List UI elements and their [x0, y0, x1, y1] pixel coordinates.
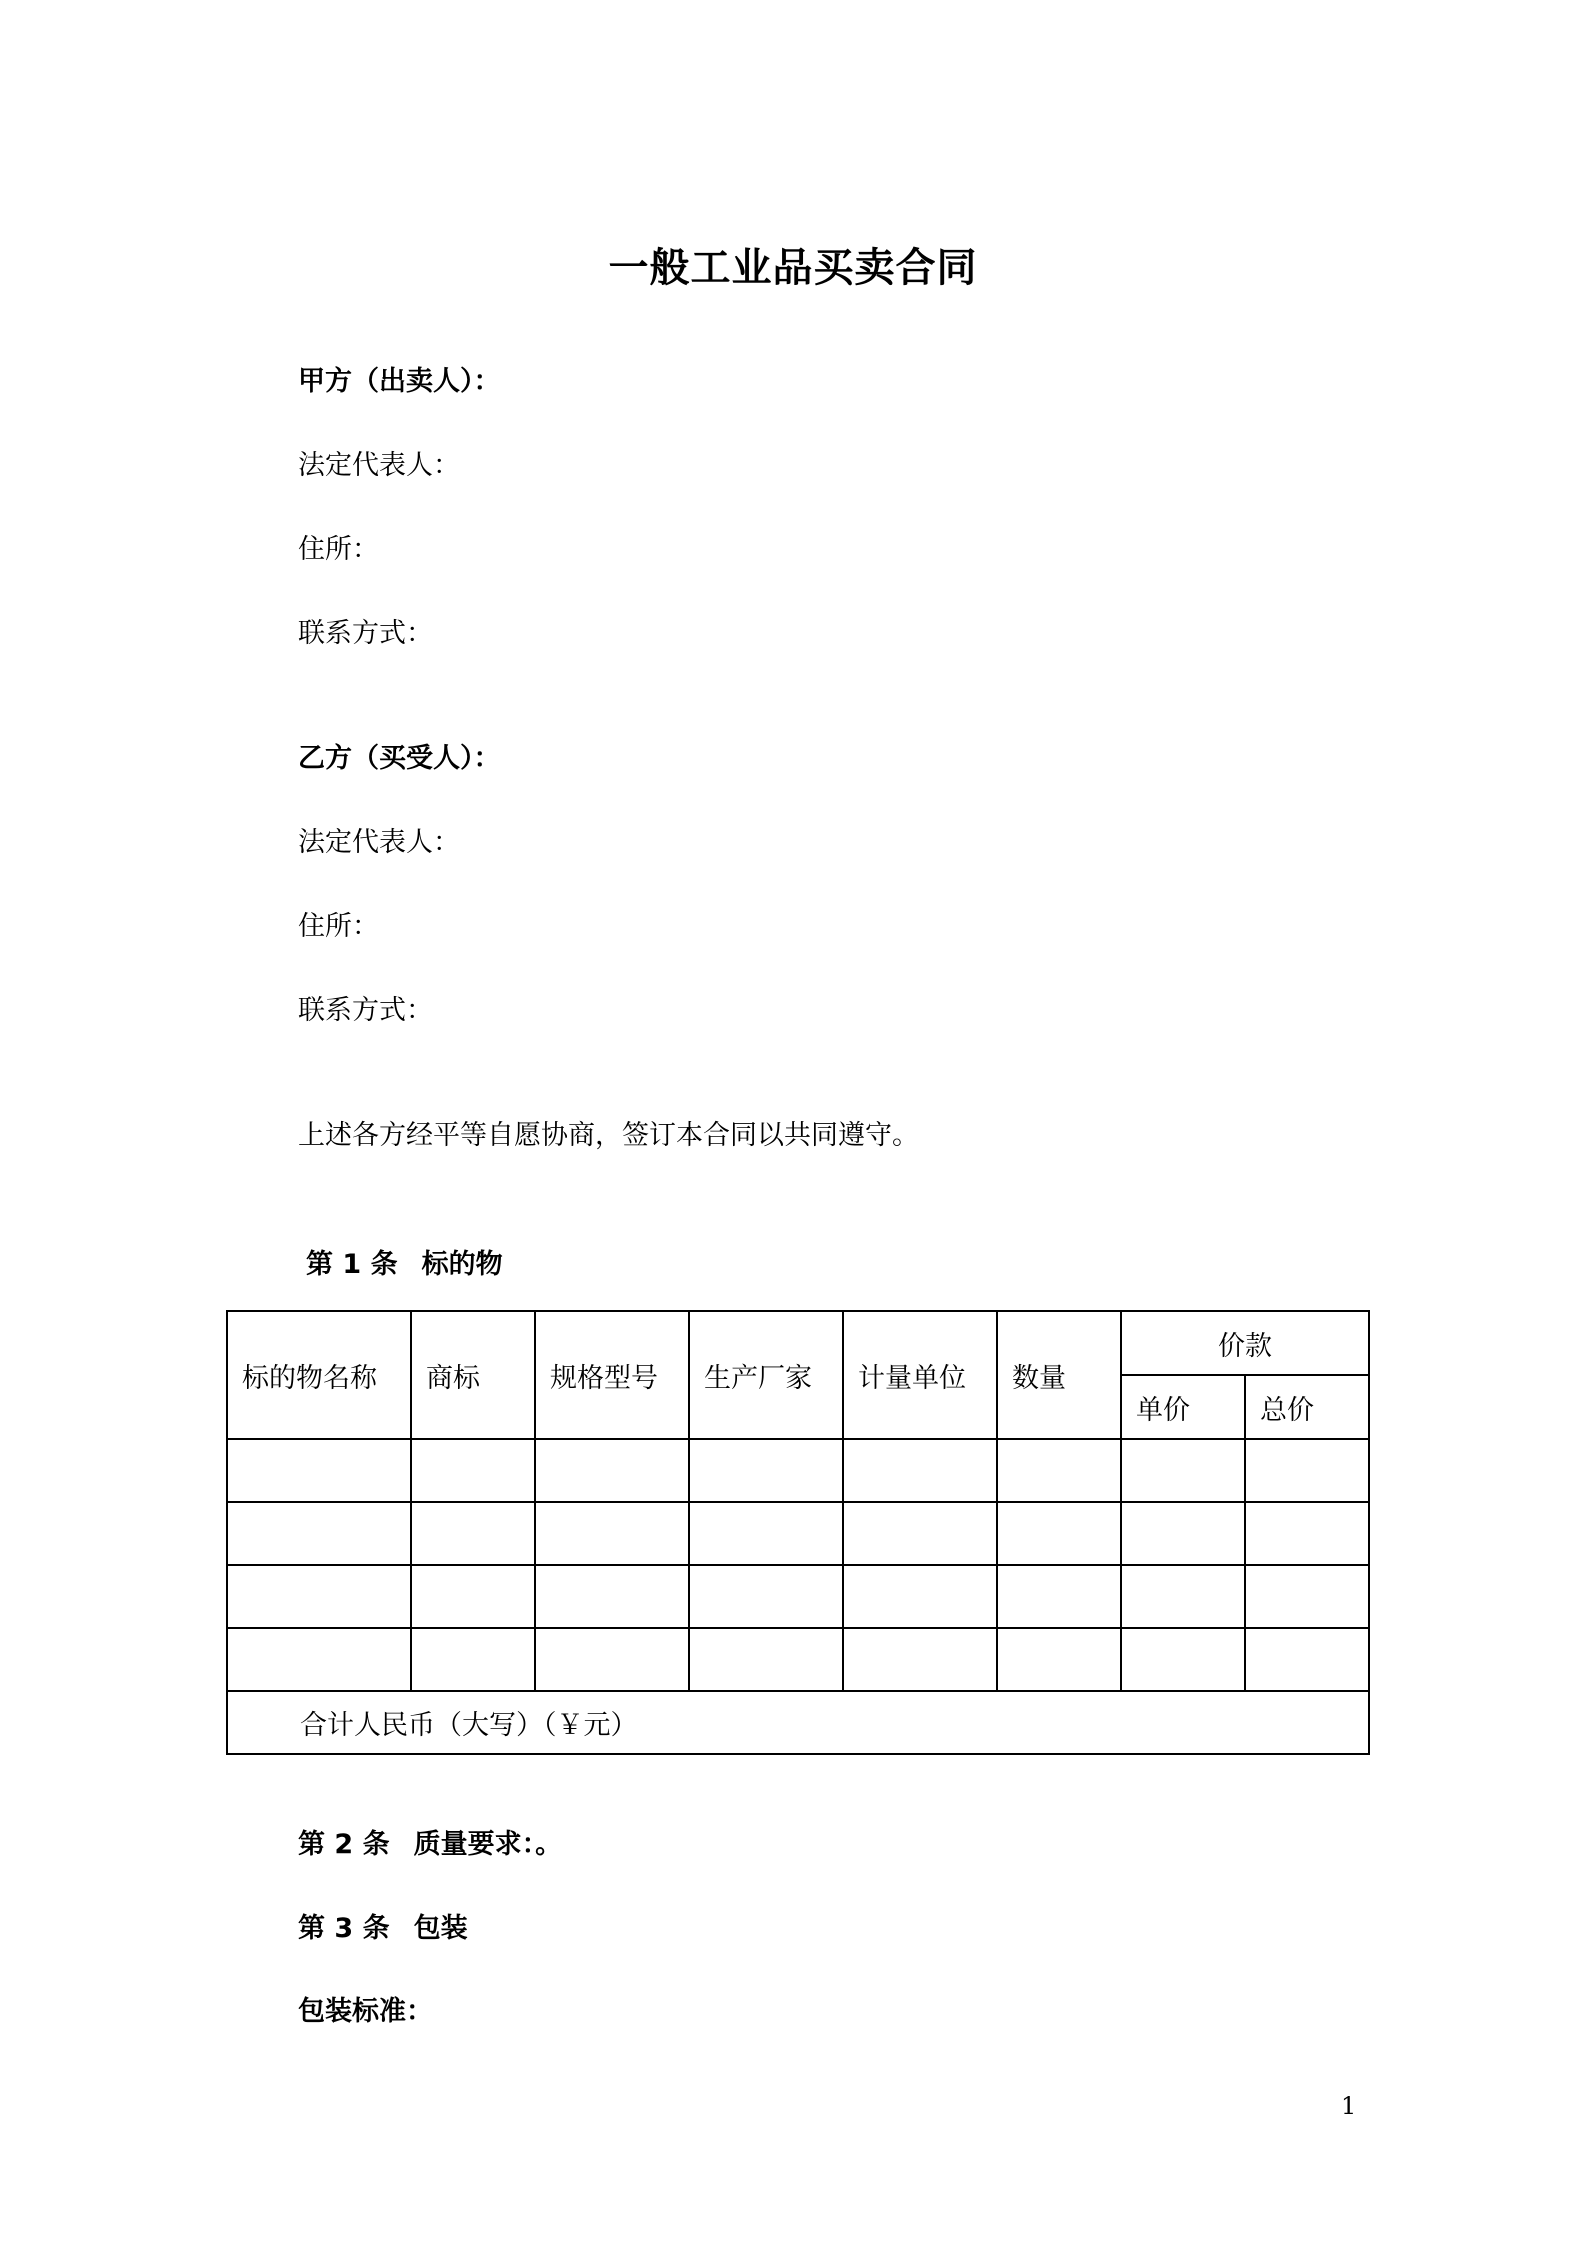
- table-cell[interactable]: [227, 1439, 411, 1502]
- table-header-row: [227, 1311, 1369, 1375]
- table-cell[interactable]: [843, 1502, 997, 1565]
- packaging-standard-label: 包装标准：: [298, 1996, 433, 2027]
- header-manufacturer: 生产厂家: [689, 1311, 843, 1439]
- table-cell[interactable]: [689, 1565, 843, 1628]
- header-unit: 计量单位: [843, 1311, 997, 1439]
- header-total-price: 总价: [1245, 1375, 1369, 1439]
- table-row: [227, 1628, 1369, 1691]
- table-cell[interactable]: [1245, 1502, 1369, 1565]
- party-b-representative-label: 法定代表人：: [298, 827, 460, 858]
- table-cell[interactable]: [411, 1628, 535, 1691]
- party-a-heading: 甲方（出卖人）：: [298, 366, 501, 397]
- total-amount-label: 合计人民币（大写）（￥元）: [227, 1691, 1369, 1754]
- table-cell[interactable]: [1121, 1439, 1245, 1502]
- table-cell[interactable]: [843, 1439, 997, 1502]
- table-row: [227, 1502, 1369, 1565]
- goods-table: [226, 1310, 1370, 1755]
- preamble-text: 上述各方经平等自愿协商，签订本合同以共同遵守。: [298, 1120, 919, 1151]
- party-a-contact-label: 联系方式：: [298, 618, 433, 649]
- page-number: 1: [1341, 2092, 1357, 2120]
- table-cell[interactable]: [535, 1628, 689, 1691]
- table-cell[interactable]: [1121, 1502, 1245, 1565]
- header-quantity: 数量: [997, 1311, 1121, 1439]
- table-cell[interactable]: [535, 1502, 689, 1565]
- table-cell[interactable]: [227, 1628, 411, 1691]
- document-title: 一般工业品买卖合同: [608, 245, 978, 291]
- article-1-heading: [306, 1247, 503, 1283]
- party-b-heading: 乙方（买受人）：: [298, 743, 501, 774]
- table-cell[interactable]: [997, 1439, 1121, 1502]
- header-price: 价款: [1121, 1311, 1369, 1375]
- table-cell[interactable]: [997, 1502, 1121, 1565]
- table-cell[interactable]: [1121, 1565, 1245, 1628]
- table-cell[interactable]: [843, 1628, 997, 1691]
- table-cell[interactable]: [535, 1439, 689, 1502]
- party-b-address-label: 住所：: [298, 911, 379, 942]
- table-cell[interactable]: [411, 1439, 535, 1502]
- table-row: [227, 1439, 1369, 1502]
- header-unit-price: 单价: [1121, 1375, 1245, 1439]
- article-3-number: 第 3 条: [298, 1913, 390, 1944]
- article-3-name: 包装: [413, 1913, 468, 1944]
- table-cell[interactable]: [1245, 1565, 1369, 1628]
- table-cell[interactable]: [997, 1628, 1121, 1691]
- table-cell[interactable]: [1121, 1628, 1245, 1691]
- table-total-row: [227, 1691, 1369, 1754]
- party-b-contact-label: 联系方式：: [298, 995, 433, 1026]
- header-name: 标的物名称: [227, 1311, 411, 1439]
- table-cell[interactable]: [1245, 1628, 1369, 1691]
- header-spec: 规格型号: [535, 1311, 689, 1439]
- article-1-name: 标的物: [421, 1249, 503, 1280]
- table-cell[interactable]: [227, 1502, 411, 1565]
- table-cell[interactable]: [411, 1565, 535, 1628]
- table-cell[interactable]: [689, 1439, 843, 1502]
- header-brand: 商标: [411, 1311, 535, 1439]
- table-cell[interactable]: [227, 1565, 411, 1628]
- table-cell[interactable]: [535, 1565, 689, 1628]
- table-cell[interactable]: [843, 1565, 997, 1628]
- article-2-number: 第 2 条: [298, 1829, 390, 1860]
- table-cell[interactable]: [411, 1502, 535, 1565]
- table-row: [227, 1565, 1369, 1628]
- article-2-name: 质量要求：。: [413, 1829, 563, 1860]
- party-a-address-label: 住所：: [298, 534, 379, 565]
- article-3-heading: [298, 1911, 468, 1947]
- table-cell[interactable]: [689, 1502, 843, 1565]
- article-1-number: 第 1 条: [306, 1249, 398, 1280]
- article-2-heading: [298, 1827, 562, 1863]
- table-cell[interactable]: [689, 1628, 843, 1691]
- party-a-representative-label: 法定代表人：: [298, 450, 460, 481]
- table-cell[interactable]: [997, 1565, 1121, 1628]
- table-cell[interactable]: [1245, 1439, 1369, 1502]
